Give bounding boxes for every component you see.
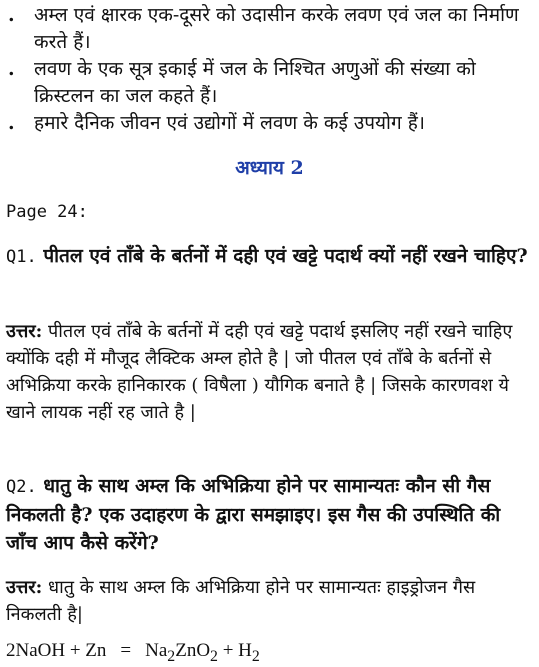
chemical-equation [6,640,260,666]
question-text: पीतल एवं ताँबे के बर्तनों में दही एवं खट्टे पदार्थ क्यों नहीं रखने चाहिए? [43,245,528,267]
page-reference: Page 24: [6,202,88,222]
summary-bullet [8,110,533,137]
question-label: Q1. [6,247,37,267]
answer-label: उत्तर: [6,321,43,342]
summary-bullet [8,2,533,56]
answer-2 [6,574,534,628]
bullet-marker: . [8,58,15,80]
equation-subscript: 2 [167,647,176,665]
bullet-text: अम्ल एवं क्षारक एक-दूसरे को उदासीन करके लवण एवं जल का निर्माण करते हैं। [34,4,519,53]
equation-sign: = [120,640,132,661]
summary-bullet [8,56,533,110]
equation-reactants: 2NaOH + Zn [6,640,107,661]
bullet-text: लवण के एक सूत्र इकाई में जल के निश्चित अणुओं की संख्या को क्रिस्टलन का जल कहते हैं। [34,58,476,107]
bullet-text: हमारे दैनिक जीवन एवं उद्योगों में लवण के कई उपयोग हैं। [34,112,425,134]
answer-1 [6,318,534,426]
equation-product-h: + H [217,640,252,661]
chapter-heading: अध्याय 2 [235,157,304,179]
question-2 [6,472,534,557]
question-1 [6,242,534,271]
summary-bullet-list [8,2,533,137]
bullet-marker: . [8,112,15,134]
bullet-marker: . [8,4,15,26]
question-label: Q2. [6,477,37,497]
equation-subscript: 2 [251,647,260,665]
question-text: धातु के साथ अम्ल कि अभिक्रिया होने पर सामान्यतः कौन सी गैस निकलती है? एक उदाहरण के द्वारा समझाइए। इस गैस की उपस्थिति की जाँच आप कैसे करेंगे? [6,475,501,554]
answer-text: धातु के साथ अम्ल कि अभिक्रिया होने पर सामान्यतः हाइड्रोजन गैस निकलती है| [6,577,476,625]
answer-text: पीतल एवं ताँबे के बर्तनों में दही एवं खट्टे पदार्थ इसलिए नहीं रखने चाहिए क्योंकि दही में मौजूद लैक्टिक अम्ल होते है | जो पीतल एवं ताँबे के बर्तनों से अभिक्रिया करके हानिकारक ( विषैला ) यौगिक बनाते है | जिसके कारणवश ये खाने लायक नहीं रह जाते है | [6,321,513,423]
answer-label: उत्तर: [6,577,43,598]
equation-subscript: 2 [210,647,218,665]
equation-product-na: Na [145,640,168,661]
equation-product-zno: ZnO [175,640,211,661]
